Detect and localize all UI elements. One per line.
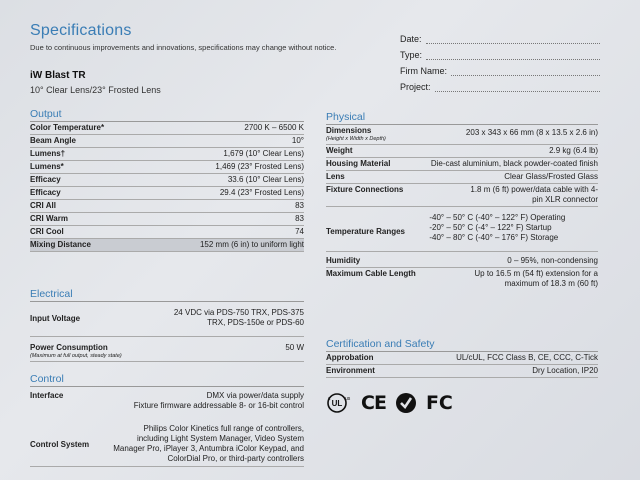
table-row (30, 122, 304, 135)
table-row (30, 135, 304, 148)
ul-listed-icon (326, 392, 352, 414)
spec-label: Humidity (326, 252, 429, 268)
spec-value: Up to 16.5 m (54 ft) extension for a maximum of 18.3 m (60 ft) (474, 269, 598, 288)
power-label: Power Consumption (30, 343, 108, 352)
spec-label: Housing Material (326, 158, 429, 171)
spec-value: 1,679 (10° Clear Lens) (134, 148, 304, 161)
form-fill-line[interactable] (435, 82, 600, 92)
section-heading-physical: Physical (326, 111, 598, 125)
spec-label: CRI Warm (30, 213, 134, 226)
table-row (30, 200, 304, 213)
form-fill-line[interactable] (451, 66, 600, 76)
table-row (30, 302, 304, 337)
table-row (30, 337, 304, 362)
table-row (326, 125, 598, 145)
spec-label (326, 125, 429, 145)
spec-value: 83 (134, 200, 304, 213)
dimensions-note: (Height x Width x Depth) (326, 136, 386, 142)
form-label: Firm Name: (400, 66, 447, 76)
form-label: Project: (400, 82, 431, 92)
table-row (30, 213, 304, 226)
c-tick-icon (395, 392, 417, 414)
section-heading-certification: Certification and Safety (326, 338, 598, 352)
table-row (326, 184, 598, 207)
table-row (326, 171, 598, 184)
table-row (326, 352, 598, 365)
spec-value: Die-cast aluminium, black powder-coated finish (429, 158, 598, 171)
power-note: (Maximum at full output, steady state) (30, 353, 122, 359)
table-row (326, 268, 598, 291)
output-table (30, 122, 304, 252)
control-section (30, 373, 304, 467)
certification-section (326, 338, 598, 414)
table-row (326, 145, 598, 158)
spec-value: 83 (134, 213, 304, 226)
spec-value (112, 387, 304, 412)
output-section (30, 108, 304, 252)
form-fill-line[interactable] (426, 50, 600, 60)
table-row (326, 252, 598, 268)
table-row (326, 207, 598, 252)
spec-value: 0 – 95%, non-condensing (429, 252, 598, 268)
svg-text:us: us (345, 396, 351, 402)
spec-value: 203 x 343 x 66 mm (8 x 13.5 x 2.6 in) (429, 125, 598, 145)
spec-value: 24 VDC via PDS-750 TRX, PDS-375 TRX, PDS-150e or PDS-60 (167, 302, 304, 337)
spec-label (30, 337, 167, 362)
certification-table (326, 352, 598, 378)
spec-value: 29.4 (23° Frosted Lens) (134, 187, 304, 200)
spec-label: Efficacy (30, 174, 134, 187)
spec-label: Weight (326, 145, 429, 158)
spec-value: Philips Color Kinetics full range of controllers, including Light System Manager, Video System Manager Pro, iPlayer 3, Antumbra iColor Keypad, and ColorDial Pro, or third-party controllers (112, 412, 304, 467)
spec-label: Fixture Connections (326, 184, 429, 207)
product-name: iW Blast TR (30, 70, 86, 81)
spec-value: 10° (134, 135, 304, 148)
spec-value: 152 mm (6 in) to uniform light (134, 239, 304, 252)
form-label: Date: (400, 34, 422, 44)
spec-value: 74 (134, 226, 304, 239)
svg-text:c: c (328, 396, 331, 402)
form-row-firm[interactable] (400, 60, 600, 76)
spec-value: 1.8 m (6 ft) power/data cable with 4-pin XLR connector (429, 184, 598, 207)
spec-label: Interface (30, 391, 64, 400)
section-heading-output: Output (30, 108, 304, 122)
spec-label: Mixing Distance (30, 239, 134, 252)
spec-label: CRI Cool (30, 226, 134, 239)
spec-label: Maximum Cable Length (326, 269, 416, 278)
product-lens-info: 10° Clear Lens/23° Frosted Lens (30, 85, 161, 95)
table-row (30, 387, 304, 412)
dimensions-label: Dimensions (326, 126, 372, 135)
table-row (30, 187, 304, 200)
spec-label: Environment (326, 365, 429, 378)
page-title: Specifications (30, 22, 132, 39)
spec-value: 2700 K – 6500 K (134, 122, 304, 135)
spec-value: 33.6 (10° Clear Lens) (134, 174, 304, 187)
temp-line: -40° – 50° C (-40° – 122° F) Operating (429, 213, 566, 222)
spec-label: Input Voltage (30, 302, 167, 337)
certification-marks (326, 392, 598, 414)
temp-line: -20° – 50° C (-4° – 122° F) Startup (429, 223, 552, 232)
form-fill-line[interactable] (426, 34, 600, 44)
spec-value: UL/cUL, FCC Class B, CE, CCC, C-Tick (429, 352, 598, 365)
spec-label: Lens (326, 171, 429, 184)
table-row (326, 365, 598, 378)
form-label: Type: (400, 50, 423, 60)
electrical-section (30, 288, 304, 362)
spec-label: Control System (30, 412, 112, 467)
spec-value: 50 W (167, 337, 304, 362)
fcc-mark-icon: FC (425, 392, 453, 414)
form-row-date[interactable] (400, 28, 600, 44)
spec-value: 2.9 kg (6.4 lb) (429, 145, 598, 158)
spec-label: CRI All (30, 200, 134, 213)
spec-value (429, 207, 598, 252)
temp-line: -40° – 80° C (-40° – 176° F) Storage (429, 233, 559, 242)
spec-label: Beam Angle (30, 135, 134, 148)
table-row (30, 239, 304, 252)
physical-section (326, 111, 598, 290)
spec-label: Lumens* (30, 161, 134, 174)
spec-value: Clear Glass/Frosted Glass (429, 171, 598, 184)
spec-label: Temperature Ranges (326, 207, 429, 252)
table-row (30, 161, 304, 174)
table-row (30, 412, 304, 467)
project-form (400, 28, 600, 92)
table-row (30, 174, 304, 187)
electrical-table (30, 302, 304, 362)
section-heading-electrical: Electrical (30, 288, 304, 302)
spec-value: 1,469 (23° Frosted Lens) (134, 161, 304, 174)
physical-table (326, 125, 598, 290)
interface-value-line: DMX via power/data supply (206, 391, 304, 400)
section-heading-control: Control (30, 373, 304, 387)
spec-label: Color Temperature* (30, 122, 134, 135)
table-row (30, 226, 304, 239)
spec-label: Efficacy (30, 187, 134, 200)
spec-label: Lumens† (30, 148, 134, 161)
interface-value-line: Fixture firmware addressable 8- or 16-bit control (133, 401, 304, 410)
form-row-type[interactable] (400, 44, 600, 60)
control-table (30, 387, 304, 467)
spec-value: Dry Location, IP20 (429, 365, 598, 378)
table-row (326, 158, 598, 171)
form-row-project[interactable] (400, 76, 600, 92)
spec-label: Approbation (326, 352, 429, 365)
ce-mark-icon: CE (361, 392, 386, 414)
table-row (30, 148, 304, 161)
svg-text:UL: UL (331, 399, 343, 408)
change-notice: Due to continuous improvements and innovations, specifications may change without notice. (30, 43, 337, 52)
